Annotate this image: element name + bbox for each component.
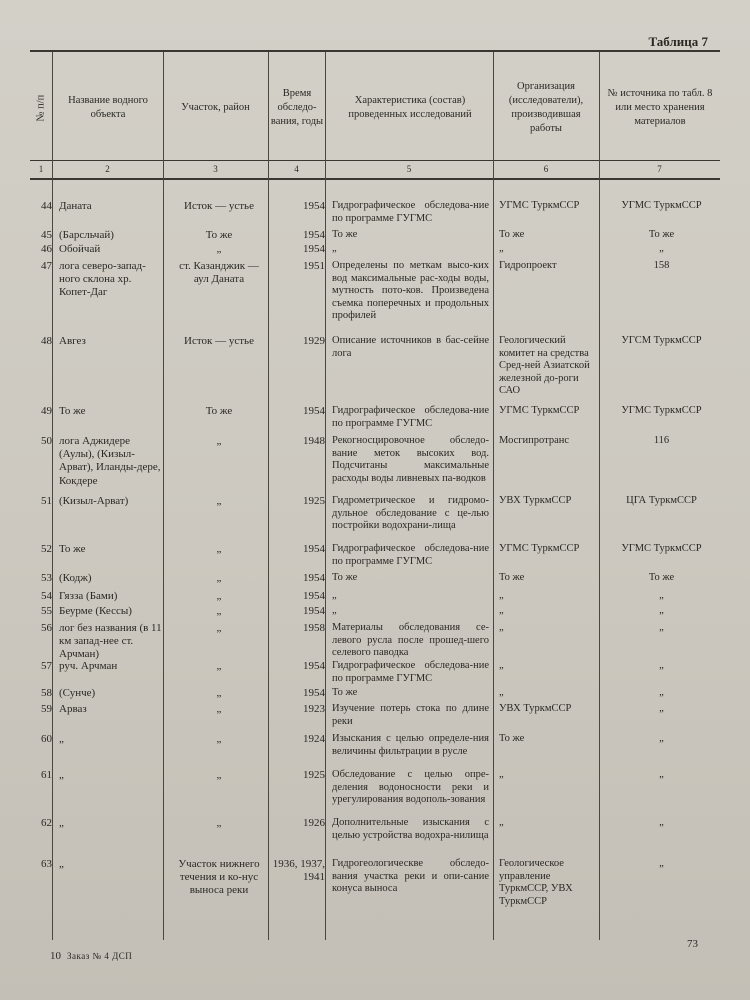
page-number: 73	[687, 938, 698, 950]
column-divider	[52, 52, 53, 940]
characteristics-cell: Описание источников в бас-сейне лога	[332, 335, 489, 359]
organization-cell: „	[499, 817, 504, 828]
water-object-name-cell: „	[59, 733, 64, 745]
water-object-name-cell: лога Аджидере (Аулы), (Кизыл-Арват), Иланды-дере, Кокдере	[59, 435, 161, 487]
column-number: 1	[38, 164, 44, 174]
area-cell: „	[216, 733, 222, 745]
row-number-cell: 49	[41, 405, 52, 417]
survey-year-cell: 1954	[303, 405, 325, 417]
characteristics-cell: Материалы обследования се-левого русла после прошед-шего селевого паводка	[332, 622, 489, 659]
header-top-rule	[30, 50, 720, 52]
water-object-name-cell: (Сунче)	[59, 687, 96, 699]
area-cell: „	[216, 605, 222, 617]
footer-sheet-number: 10	[50, 950, 61, 962]
water-object-name-cell: То же	[59, 543, 86, 555]
header-water-object: Название водного объекта	[68, 94, 148, 120]
source-cell: УГМС ТуркмССР	[621, 200, 702, 211]
header-survey-time: Время обследо-вания, годы	[270, 87, 324, 128]
organization-cell: Геологический комитет на средства Сред-ней Азиатской железной до-роги САО	[499, 335, 590, 397]
characteristics-cell: Гидрографическое обследова-ние по программе ГУГМС	[332, 543, 489, 567]
survey-year-cell: 1954	[303, 200, 325, 212]
column-divider	[163, 52, 164, 940]
area-cell: „	[216, 543, 222, 555]
column-number: 4	[294, 164, 299, 174]
characteristics-cell: Изыскания с целью определе-ния величины фильтрации в русле	[332, 733, 489, 757]
area-cell: Участок нижнего течения и ко-нус выноса реки	[178, 858, 260, 897]
water-object-name-cell: Арваз	[59, 703, 87, 715]
row-number-cell: 47	[41, 260, 52, 272]
column-number: 5	[406, 164, 412, 174]
row-number-cell: 62	[41, 817, 52, 829]
header-source: № источника по табл. 8 или место хранения материалов	[607, 87, 713, 128]
header-organization: Организация (исследователи), производившая работы	[508, 80, 584, 135]
source-cell: УГСМ ТуркмССР	[621, 335, 702, 346]
survey-year-cell: 1923	[303, 703, 325, 715]
characteristics-cell: Определены по меткам высо-ких вод максимальные рас-ходы воды, мутность пото-ков. Произведена съемка поперечных и продольных профилей	[332, 260, 489, 322]
water-object-name-cell: (Кизыл-Арват)	[59, 495, 129, 507]
source-cell: УГМС ТуркмССР	[621, 543, 702, 554]
water-object-name-cell: „	[59, 769, 64, 781]
row-number-cell: 56	[41, 622, 52, 634]
source-cell: ЦГА ТуркмССР	[626, 495, 697, 506]
area-cell: „	[216, 769, 222, 781]
row-number-cell: 50	[41, 435, 52, 447]
organization-cell: „	[499, 687, 504, 698]
organization-cell: УГМС ТуркмССР	[499, 200, 580, 211]
source-cell: „	[659, 733, 664, 744]
survey-year-cell: 1948	[303, 435, 325, 447]
characteristics-cell: Гидрографическое обследова-ние по программе ГУГМС	[332, 660, 489, 684]
organization-cell: „	[499, 622, 504, 633]
area-cell: Исток — устье	[184, 200, 254, 212]
survey-year-cell: 1954	[303, 572, 325, 584]
water-object-name-cell: Обойчай	[59, 243, 101, 255]
water-object-name-cell: (Кодж)	[59, 572, 92, 584]
organization-cell: УГМС ТуркмССР	[499, 543, 580, 554]
column-number: 2	[105, 164, 110, 174]
column-divider	[268, 52, 269, 940]
characteristics-cell: Дополнительные изыскания с целью устройства водохра-нилища	[332, 817, 489, 841]
characteristics-cell: Гидрографическое обследова-ние по программе ГУГМС	[332, 405, 489, 429]
water-object-name-cell: То же	[59, 405, 86, 417]
column-number: 3	[213, 164, 218, 174]
water-object-name-cell: „	[59, 858, 64, 870]
row-number-cell: 45	[41, 229, 52, 241]
water-object-name-cell: (Барсльчай)	[59, 229, 114, 241]
characteristics-cell: Гидрометрическое и гидромо-дульное обследование с це-лью постройки водохрани-лища	[332, 495, 489, 532]
survey-year-cell: 1924	[303, 733, 325, 745]
survey-year-cell: 1925	[303, 769, 325, 781]
row-number-cell: 55	[41, 605, 52, 617]
survey-year-cell: 1925	[303, 495, 325, 507]
column-divider	[599, 52, 600, 940]
source-cell: „	[659, 243, 664, 254]
source-cell: УГМС ТуркмССР	[621, 405, 702, 416]
row-number-cell: 51	[41, 495, 52, 507]
footer-print-info	[50, 950, 132, 962]
characteristics-cell: Рекогносцировочное обследо-вание меток высоких вод. Подсчитаны максимальные расходы воды ливневых па-водков	[332, 435, 489, 484]
source-cell: „	[659, 605, 664, 616]
area-cell: „	[216, 590, 222, 602]
water-object-name-cell: лога северо-запад-ного склона хр. Копет-Даг	[59, 260, 146, 299]
survey-year-cell: 1954	[303, 543, 325, 555]
survey-year-cell: 1936, 1937, 1941	[272, 858, 325, 884]
survey-year-cell: 1951	[303, 260, 325, 272]
characteristics-cell: „	[332, 605, 337, 616]
source-cell: „	[659, 660, 664, 671]
area-cell: „	[216, 703, 222, 715]
area-cell: То же	[205, 229, 233, 241]
source-cell: „	[659, 590, 664, 601]
area-cell: То же	[205, 405, 233, 417]
source-cell: То же	[648, 229, 675, 240]
area-cell: „	[216, 622, 222, 634]
survey-year-cell: 1954	[303, 590, 325, 602]
organization-cell: УГМС ТуркмССР	[499, 405, 580, 416]
characteristics-cell: „	[332, 243, 337, 254]
organization-cell: „	[499, 243, 504, 254]
characteristics-cell: То же	[332, 687, 358, 698]
row-number-cell: 58	[41, 687, 52, 699]
area-cell: ст. Казанджик — аул Даната	[179, 260, 259, 286]
column-divider	[325, 52, 326, 940]
source-cell: „	[659, 687, 664, 698]
area-cell: „	[216, 687, 222, 699]
area-cell: „	[216, 817, 222, 829]
organization-cell: УВХ ТуркмССР	[499, 703, 572, 714]
survey-year-cell: 1954	[303, 243, 325, 255]
footer-order-code: Заказ № 4 ДСП	[67, 951, 133, 961]
source-cell: 116	[653, 435, 670, 446]
row-number-cell: 59	[41, 703, 52, 715]
row-number-cell: 48	[41, 335, 52, 347]
row-number-cell: 63	[41, 858, 52, 870]
source-cell: „	[659, 817, 664, 828]
characteristics-cell: Гидрогеологическве обследо-вания участка реки и опи-сание конуса выноса	[332, 858, 489, 895]
organization-cell: То же	[499, 229, 525, 240]
row-number-cell: 44	[41, 200, 52, 212]
organization-cell: „	[499, 590, 504, 601]
characteristics-cell: „	[332, 590, 337, 601]
survey-year-cell: 1929	[303, 335, 325, 347]
organization-cell: То же	[499, 572, 525, 583]
source-cell: „	[659, 703, 664, 714]
organization-cell: Мосгипротранс	[499, 435, 570, 446]
source-cell: „	[659, 858, 664, 869]
row-number-cell: 46	[41, 243, 52, 255]
column-number: 6	[543, 164, 549, 174]
area-cell: „	[216, 495, 222, 507]
survey-year-cell: 1926	[303, 817, 325, 829]
survey-year-cell: 1954	[303, 660, 325, 672]
survey-year-cell: 1954	[303, 229, 325, 241]
row-number-cell: 57	[41, 660, 52, 672]
organization-cell: Геологическое управление ТуркмССР, УВХ ТуркмССР	[499, 858, 573, 907]
characteristics-cell: Обследование с целью опре-деления водоносности реки и урегулирования водополь-зования	[332, 769, 489, 806]
survey-year-cell: 1954	[303, 687, 325, 699]
area-cell: „	[216, 660, 222, 672]
source-cell: То же	[648, 572, 675, 583]
water-object-name-cell: лог без названия (в 11 км запад-нее ст. Арчман)	[59, 622, 162, 661]
header-characteristics: Характеристика (состав) проведенных исследований	[348, 94, 472, 120]
water-object-name-cell: Даната	[59, 200, 92, 212]
survey-year-cell: 1958	[303, 622, 325, 634]
water-object-name-cell: „	[59, 817, 64, 829]
area-cell: „	[216, 435, 222, 447]
characteristics-cell: То же	[332, 229, 358, 240]
characteristics-cell: Гидрографическое обследова-ние по программе ГУГМС	[332, 200, 489, 224]
column-number: 7	[657, 164, 662, 174]
area-cell: Исток — устье	[184, 335, 254, 347]
row-number-cell: 61	[41, 769, 52, 781]
row-number-cell: 52	[41, 543, 52, 555]
row-number-cell: 53	[41, 572, 52, 584]
organization-cell: Гидропроект	[499, 260, 557, 271]
area-cell: „	[216, 572, 222, 584]
survey-year-cell: 1954	[303, 605, 325, 617]
header-area: Участок, район	[181, 101, 250, 113]
characteristics-cell: Изучение потерь стока по длине реки	[332, 703, 489, 727]
source-cell: 158	[653, 260, 670, 271]
row-number-cell: 60	[41, 733, 52, 745]
header-bottom-rule	[30, 178, 720, 180]
water-object-name-cell: Гязза (Бами)	[59, 590, 118, 602]
area-cell: „	[216, 243, 222, 255]
table-label: Таблица 7	[648, 34, 708, 49]
water-object-name-cell: Беурме (Кессы)	[59, 605, 132, 617]
organization-cell: „	[499, 769, 504, 780]
organization-cell: УВХ ТуркмССР	[499, 495, 572, 506]
organization-cell: „	[499, 605, 504, 616]
organization-cell: „	[499, 660, 504, 671]
column-divider	[493, 52, 494, 940]
header-index: № п/п	[34, 94, 46, 122]
source-cell: „	[659, 622, 664, 633]
water-object-name-cell: руч. Арчман	[59, 660, 118, 672]
water-object-name-cell: Авгез	[59, 335, 86, 347]
row-number-cell: 54	[41, 590, 52, 602]
source-cell: „	[659, 769, 664, 780]
organization-cell: То же	[499, 733, 525, 744]
characteristics-cell: То же	[332, 572, 358, 583]
